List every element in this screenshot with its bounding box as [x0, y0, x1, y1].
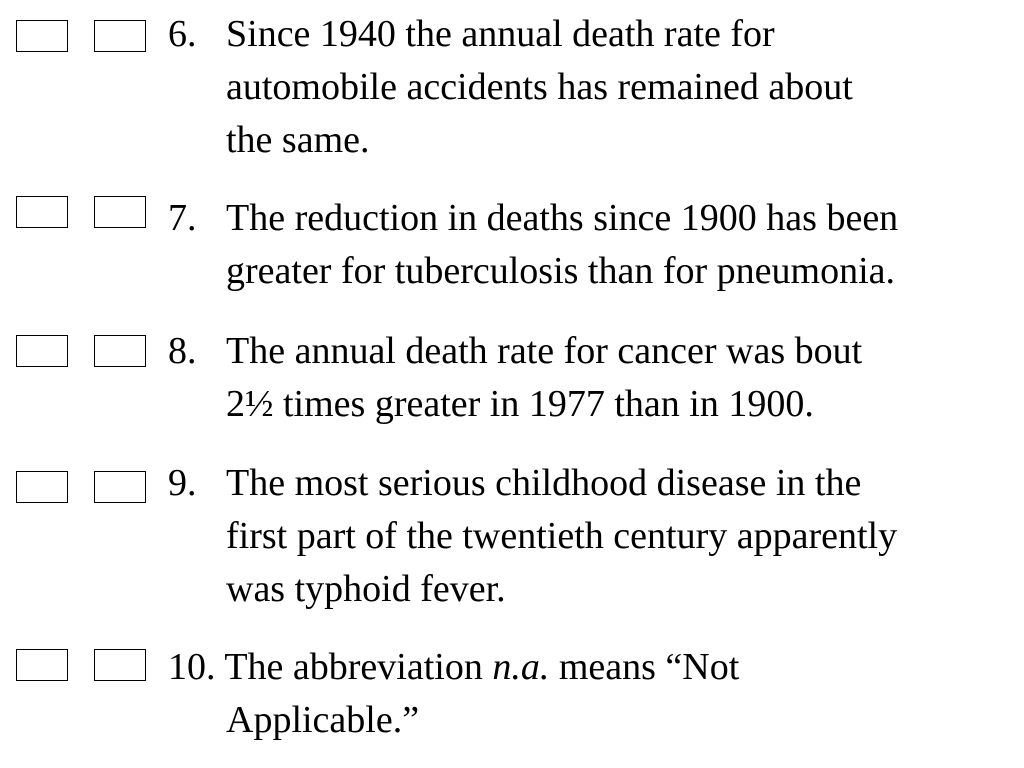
question-text-line: The annual death rate for cancer was bout	[226, 330, 863, 372]
answer-box-false-8[interactable]	[94, 335, 146, 367]
question-number: 10.	[168, 646, 216, 688]
answer-box-true-10[interactable]	[16, 649, 68, 681]
answer-box-false-6[interactable]	[94, 20, 146, 52]
question-number: 8.	[168, 330, 197, 372]
question-text-line: The reduction in deaths since 1900 has been	[226, 197, 899, 239]
question-text-segment: means “Not	[549, 646, 740, 688]
question-number: 7.	[168, 197, 197, 239]
abbreviation-text: n.a.	[492, 646, 550, 688]
question-text	[226, 8, 853, 167]
question-text	[226, 457, 897, 616]
question-text-line: automobile accidents has remained about	[226, 66, 853, 108]
answer-box-false-7[interactable]	[94, 196, 146, 228]
question-text-line: 2½ times greater in 1977 than in 1900.	[226, 383, 814, 425]
answer-box-false-10[interactable]	[94, 649, 146, 681]
question-text-line	[168, 641, 739, 694]
answer-box-true-7[interactable]	[16, 196, 68, 228]
question-text-line: Applicable.”	[226, 699, 420, 741]
question-text	[226, 192, 898, 298]
question-text-line: The most serious childhood disease in the	[226, 462, 862, 504]
question-text-line: was typhoid fever.	[226, 568, 506, 610]
question-text	[226, 325, 862, 431]
answer-box-true-6[interactable]	[16, 20, 68, 52]
question-text-line: first part of the twentieth century apparently	[226, 515, 898, 557]
question-number: 6.	[168, 13, 197, 55]
question-text-segment: The abbreviation	[224, 646, 493, 688]
question-number: 9.	[168, 462, 197, 504]
question-text	[168, 641, 739, 747]
question-text-line: greater for tuberculosis than for pneumonia.	[226, 250, 895, 292]
question-text-line: the same.	[226, 119, 370, 161]
answer-box-true-8[interactable]	[16, 335, 68, 367]
question-text-line: Since 1940 the annual death rate for	[226, 13, 775, 55]
answer-box-true-9[interactable]	[16, 471, 68, 503]
answer-box-false-9[interactable]	[94, 471, 146, 503]
